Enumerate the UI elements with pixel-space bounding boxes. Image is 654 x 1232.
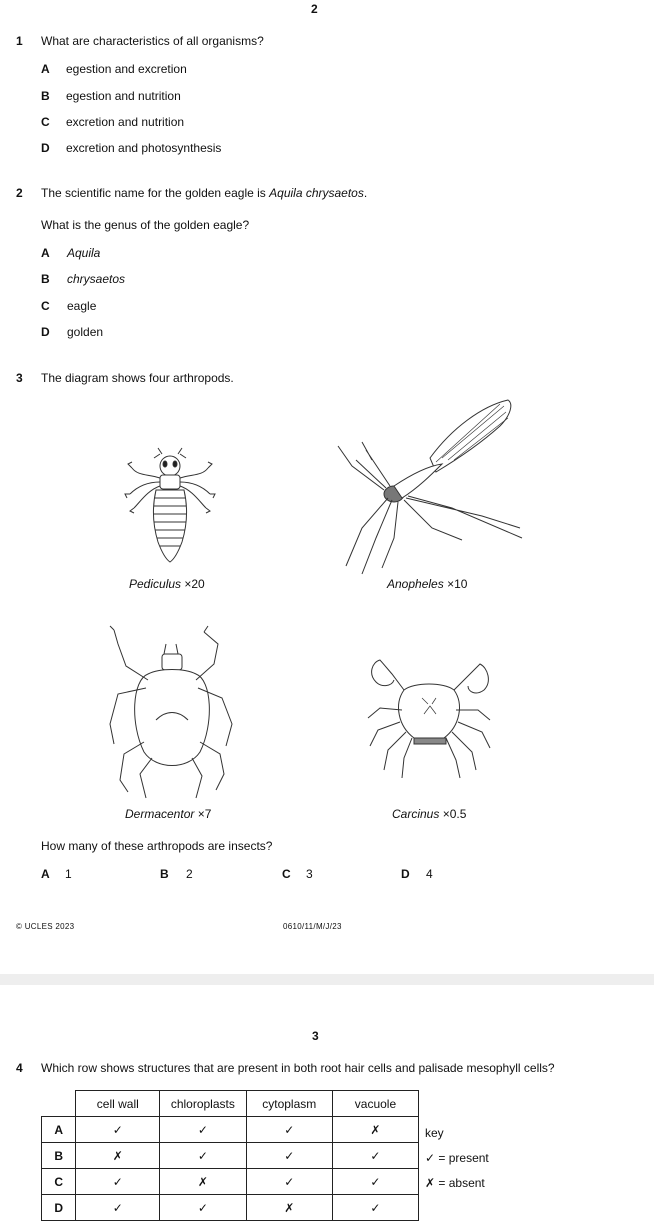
question-stem: The scientific name for the golden eagle is Aquila chrysaetos. xyxy=(41,186,368,200)
page-separator xyxy=(0,974,654,985)
question-stem: The diagram shows four arthropods. xyxy=(41,371,234,385)
pediculus-illustration xyxy=(120,446,220,568)
table-cell: ✓ xyxy=(332,1143,418,1169)
question-stem: Which row shows structures that are present in both root hair cells and palisade mesophyll cells? xyxy=(41,1061,555,1075)
option-text: chrysaetos xyxy=(67,272,126,286)
table-cell: ✓ xyxy=(246,1143,332,1169)
option-label: A xyxy=(41,867,50,881)
option-text: excretion and photosynthesis xyxy=(66,141,222,155)
table-cell: ✓ xyxy=(76,1195,160,1221)
table-row xyxy=(42,1195,419,1221)
column-header: chloroplasts xyxy=(160,1091,247,1117)
structures-table xyxy=(41,1090,419,1221)
table-cell: ✓ xyxy=(332,1195,418,1221)
table-cell: ✓ xyxy=(160,1195,247,1221)
row-label: C xyxy=(42,1169,76,1195)
row-label: D xyxy=(42,1195,76,1221)
anopheles-illustration xyxy=(332,398,528,576)
dermacentor-illustration xyxy=(104,614,240,800)
figure-caption: Carcinus ×0.5 xyxy=(392,807,467,821)
option-label: D xyxy=(41,325,50,339)
option-text: 1 xyxy=(65,867,72,881)
option-label: B xyxy=(41,89,50,103)
figure-caption: Dermacentor ×7 xyxy=(125,807,212,821)
question-number: 3 xyxy=(16,371,23,385)
option-label: B xyxy=(160,867,169,881)
table-cell: ✗ xyxy=(76,1143,160,1169)
option-label: D xyxy=(401,867,410,881)
question-stem: What are characteristics of all organisms? xyxy=(41,34,264,48)
column-header: vacuole xyxy=(332,1091,418,1117)
table-cell: ✓ xyxy=(246,1117,332,1143)
table-corner xyxy=(42,1091,76,1117)
option-text: Aquila xyxy=(67,246,101,260)
option-text: 3 xyxy=(306,867,313,881)
table-row xyxy=(42,1169,419,1195)
carcinus-illustration xyxy=(364,654,494,780)
option-label: C xyxy=(41,299,50,313)
table-cell: ✓ xyxy=(76,1169,160,1195)
table-cell: ✓ xyxy=(76,1117,160,1143)
key-absent: ✗ = absent xyxy=(425,1176,485,1190)
question-subprompt: What is the genus of the golden eagle? xyxy=(41,218,250,232)
option-text: egestion and nutrition xyxy=(66,89,181,103)
copyright-footer: © UCLES 2023 xyxy=(16,922,75,931)
question-number: 2 xyxy=(16,186,23,200)
table-cell: ✗ xyxy=(332,1117,418,1143)
table-cell: ✓ xyxy=(160,1117,247,1143)
table-cell: ✓ xyxy=(332,1169,418,1195)
option-label: A xyxy=(41,62,50,76)
question-subprompt: How many of these arthropods are insects? xyxy=(41,839,273,853)
row-label: A xyxy=(42,1117,76,1143)
option-text: golden xyxy=(67,325,104,339)
column-header: cell wall xyxy=(76,1091,160,1117)
row-label: B xyxy=(42,1143,76,1169)
option-text: 4 xyxy=(426,867,433,881)
option-label: D xyxy=(41,141,50,155)
key-present: ✓ = present xyxy=(425,1151,489,1165)
option-text: 2 xyxy=(186,867,193,881)
option-text: excretion and nutrition xyxy=(66,115,185,129)
paper-code-footer: 0610/11/M/J/23 xyxy=(283,922,342,931)
table-cell: ✗ xyxy=(246,1195,332,1221)
table-cell: ✓ xyxy=(246,1169,332,1195)
table-row xyxy=(42,1117,419,1143)
key-title: key xyxy=(425,1126,444,1140)
question-number: 1 xyxy=(16,34,23,48)
table-row xyxy=(42,1143,419,1169)
column-header: cytoplasm xyxy=(246,1091,332,1117)
figure-caption: Anopheles ×10 xyxy=(387,577,468,591)
option-label: B xyxy=(41,272,50,286)
option-label: C xyxy=(282,867,291,881)
question-number: 4 xyxy=(16,1061,23,1075)
option-text: egestion and excretion xyxy=(66,62,187,76)
table-header-row xyxy=(42,1091,419,1117)
page-number: 2 xyxy=(311,2,318,16)
option-label: C xyxy=(41,115,50,129)
page-number: 3 xyxy=(312,1029,319,1043)
option-text: eagle xyxy=(67,299,97,313)
table-cell: ✗ xyxy=(160,1169,247,1195)
table-cell: ✓ xyxy=(160,1143,247,1169)
option-label: A xyxy=(41,246,50,260)
figure-caption: Pediculus ×20 xyxy=(129,577,205,591)
